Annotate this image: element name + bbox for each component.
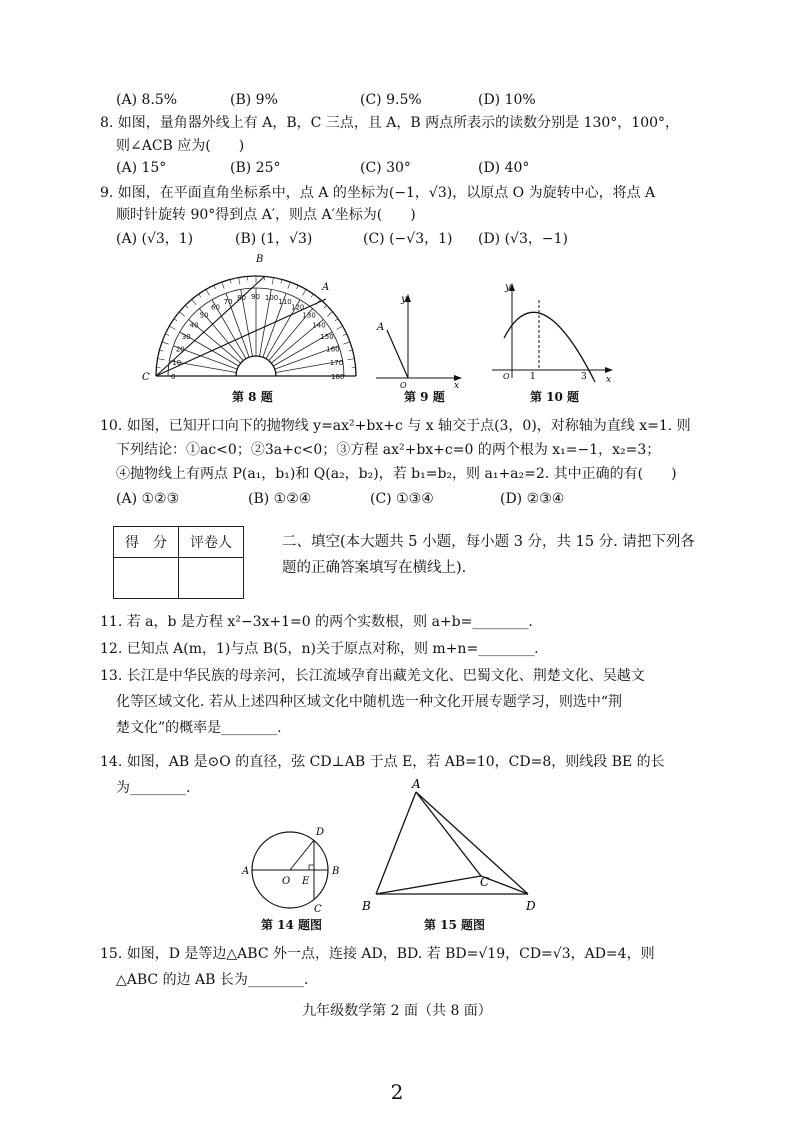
protractor-tick bbox=[230, 279, 231, 283]
fig8-caption: 第 8 题 bbox=[232, 390, 273, 404]
fig15-caption: 第 15 题图 bbox=[424, 918, 486, 932]
q10-option-b: (B) ①②④ bbox=[248, 491, 312, 507]
section2-heading-line1: 二、填空(本大题共 5 小题，每小题 3 分，共 15 分. 请把下列各 bbox=[282, 534, 695, 550]
q13-stem-line2: 化等区域文化. 若从上述四种区域文化中随机选一种文化开展专题学习，则选中“荆 bbox=[116, 694, 623, 710]
fig15-label-a: A bbox=[412, 777, 421, 791]
q15-stem-line1: 15. 如图，D 是等边△ABC 外一点，连接 AD，BD. 若 BD=√19，CD=√3，AD=4，则 bbox=[100, 946, 655, 962]
protractor-degree-label: 130 bbox=[302, 311, 316, 320]
page-number: 2 bbox=[390, 1080, 404, 1104]
fig14-label-b: B bbox=[332, 866, 340, 877]
score-table-header-grader: 评卷人 bbox=[179, 527, 244, 558]
fig10-label-x: x bbox=[606, 375, 612, 385]
fig14-label-e: E bbox=[302, 876, 310, 887]
protractor-tick bbox=[162, 342, 169, 344]
fig10-caption: 第 10 题 bbox=[530, 390, 580, 404]
protractor-tick bbox=[335, 319, 338, 321]
q10-option-a: (A) ①②③ bbox=[116, 491, 180, 507]
fig10-label-3: 3 bbox=[581, 372, 587, 382]
protractor-degree-label: 20 bbox=[175, 345, 185, 354]
protractor-tick bbox=[169, 326, 175, 330]
q9-option-a: (A) (√3，1) bbox=[116, 231, 194, 247]
protractor-degree-label: 150 bbox=[320, 333, 334, 341]
protractor-degree-label: 50 bbox=[199, 311, 209, 320]
protractor-degree-label: 40 bbox=[189, 321, 199, 330]
fig14-circle-figure bbox=[234, 822, 354, 914]
q13-stem-line1: 13. 长江是中华民族的母亲河，长江流域孕育出藏羌文化、巴蜀文化、荆楚文化、吴越文 bbox=[100, 668, 645, 684]
protractor-tick bbox=[349, 350, 353, 351]
q8-stem-line2: 则∠ACB 应为( ) bbox=[116, 138, 245, 154]
q9-stem-line2: 顺时针旋转 90°得到点 A′，则点 A′坐标为( ) bbox=[116, 207, 416, 223]
protractor-tick bbox=[199, 294, 201, 297]
protractor-degree-label: 80 bbox=[237, 294, 247, 303]
protractor-tick bbox=[343, 342, 350, 344]
fig14-label-c: C bbox=[314, 904, 322, 914]
protractor-figure bbox=[138, 252, 368, 384]
fig9-label-y: y bbox=[401, 294, 407, 305]
protractor-tick bbox=[327, 312, 332, 316]
fig9-label-a: A bbox=[377, 322, 385, 333]
protractor-degree-label: 100 bbox=[264, 294, 279, 303]
q13-stem-line3: 楚文化”的概率是________. bbox=[116, 720, 282, 736]
protractor-degree-label: 120 bbox=[291, 303, 305, 312]
protractor-tick bbox=[179, 312, 184, 316]
q15-stem-line2: △ABC 的边 AB 长为________. bbox=[116, 972, 309, 988]
q8-option-c: (C) 30° bbox=[360, 160, 411, 176]
q8-option-b: (B) 25° bbox=[230, 160, 281, 176]
protractor-tick bbox=[303, 289, 307, 295]
protractor-tick bbox=[272, 278, 273, 285]
fig14-label-d: D bbox=[316, 827, 325, 838]
protractor-degree-label: 60 bbox=[211, 303, 220, 312]
protractor-degree-label: 180 bbox=[331, 373, 345, 381]
fig10-label-o: O bbox=[503, 372, 510, 381]
protractor-degree-label: 110 bbox=[278, 297, 292, 306]
q10-stem-line2: 下列结论：①ac<0；②3a+c<0；③方程 ax²+bx+c=0 的两个根为 x₁=−1，x₂=3； bbox=[116, 442, 661, 458]
score-table-header-score: 得 分 bbox=[114, 527, 179, 558]
q14-stem-line2: 为________. bbox=[116, 780, 191, 796]
fig10-label-1: 1 bbox=[530, 372, 536, 382]
protractor-degree-label: 160 bbox=[326, 345, 340, 354]
q10-stem-line1: 10. 如图，已知开口向下的抛物线 y=ax²+bx+c 与 x 轴交于点(3，0)，对称轴为直线 x=1. 则 bbox=[100, 418, 691, 434]
protractor-tick bbox=[159, 350, 163, 351]
q9-stem-line1: 9. 如图，在平面直角坐标系中，点 A 的坐标为(−1，√3)，以原点 O 为旋转中心，将点 A bbox=[100, 185, 656, 201]
protractor-tick bbox=[158, 359, 165, 360]
fig9-label-x: x bbox=[454, 381, 460, 390]
fig9-coordinate-plane bbox=[368, 290, 468, 390]
q12-stem: 12. 已知点 A(m，1)与点 B(5，n)关于原点对称，则 m+n=________. bbox=[100, 641, 539, 657]
protractor-tick bbox=[185, 305, 188, 308]
protractor-tick bbox=[311, 294, 313, 297]
fig15-label-c: C bbox=[480, 875, 490, 889]
protractor-tick bbox=[324, 305, 327, 308]
protractor-tick bbox=[165, 334, 169, 336]
page-footer: 九年级数学第 2 面（共 8 面） bbox=[302, 1003, 492, 1019]
fig15-label-d: D bbox=[526, 899, 536, 913]
q11-stem: 11. 若 a，b 是方程 x²−3x+1=0 的两个实数根，则 a+b=________. bbox=[100, 614, 533, 630]
protractor-degree-label: 30 bbox=[181, 333, 191, 341]
protractor-degree-label: 10 bbox=[172, 359, 182, 368]
grader-cell[interactable] bbox=[179, 558, 244, 599]
q8-stem-line1: 8. 如图，量角器外线上有 A，B，C 三点，且 A，B 两点所表示的读数分别是 130°，100°， bbox=[100, 115, 680, 131]
fig9-label-o: O bbox=[400, 381, 407, 390]
protractor-tick bbox=[239, 278, 240, 285]
q14-stem-line1: 14. 如图，AB 是⊙O 的直径，弦 CD⊥AB 于点 E，若 AB=10，CD=8，则线段 BE 的长 bbox=[100, 754, 665, 770]
protractor-tick bbox=[343, 334, 347, 336]
fig8-label-b: B bbox=[256, 254, 264, 265]
q9-option-c: (C) (−√3，1) bbox=[363, 231, 453, 247]
q9-option-d: (D) (√3，−1) bbox=[478, 231, 568, 247]
protractor-degree-label: 70 bbox=[223, 297, 233, 306]
protractor-degree-label: 90 bbox=[251, 293, 260, 301]
score-cell[interactable] bbox=[114, 558, 179, 599]
protractor-degree-label: 170 bbox=[329, 359, 344, 368]
section2-heading-line2: 题的正确答案填写在横线上). bbox=[282, 560, 467, 576]
protractor-tick bbox=[297, 285, 299, 289]
q10-option-d: (D) ②③④ bbox=[500, 491, 565, 507]
fig14-label-a: A bbox=[242, 866, 250, 877]
fig10-label-y: y bbox=[505, 282, 511, 293]
q7-option-b: (B) 9% bbox=[230, 92, 278, 108]
score-table bbox=[113, 526, 244, 599]
fig15-triangle-figure bbox=[356, 776, 552, 916]
q10-option-c: (C) ①③④ bbox=[370, 491, 434, 507]
fig9-caption: 第 9 题 bbox=[404, 390, 445, 404]
protractor-tick bbox=[337, 326, 343, 330]
q9-option-b: (B) (1，√3) bbox=[235, 231, 313, 247]
protractor-tick bbox=[192, 299, 196, 304]
fig10-parabola-graph bbox=[488, 278, 618, 388]
fig14-caption: 第 14 题图 bbox=[261, 918, 323, 932]
protractor-degree-label: 140 bbox=[312, 321, 326, 330]
protractor-tick bbox=[281, 279, 282, 283]
q7-option-c: (C) 9.5% bbox=[360, 92, 422, 108]
q7-option-d: (D) 10% bbox=[478, 92, 536, 108]
q8-option-d: (D) 40° bbox=[478, 160, 530, 176]
fig14-label-o: O bbox=[282, 876, 291, 887]
protractor-tick bbox=[348, 359, 355, 360]
fig8-label-a: A bbox=[322, 282, 330, 293]
protractor-tick bbox=[288, 282, 290, 289]
fig8-label-c: C bbox=[142, 372, 150, 383]
protractor-degree-label: 0 bbox=[171, 373, 176, 381]
protractor-tick bbox=[206, 289, 210, 295]
protractor-tick bbox=[174, 319, 177, 321]
protractor-tick bbox=[214, 285, 216, 289]
q8-option-a: (A) 15° bbox=[116, 160, 167, 176]
protractor-tick bbox=[222, 282, 224, 289]
fig15-label-b: B bbox=[362, 899, 371, 913]
q7-option-a: (A) 8.5% bbox=[116, 92, 178, 108]
q10-stem-line3: ④抛物线上有两点 P(a₁，b₁)和 Q(a₂，b₂)，若 b₁=b₂，则 a₁+a₂=2. 其中正确的有( ) bbox=[116, 466, 677, 482]
